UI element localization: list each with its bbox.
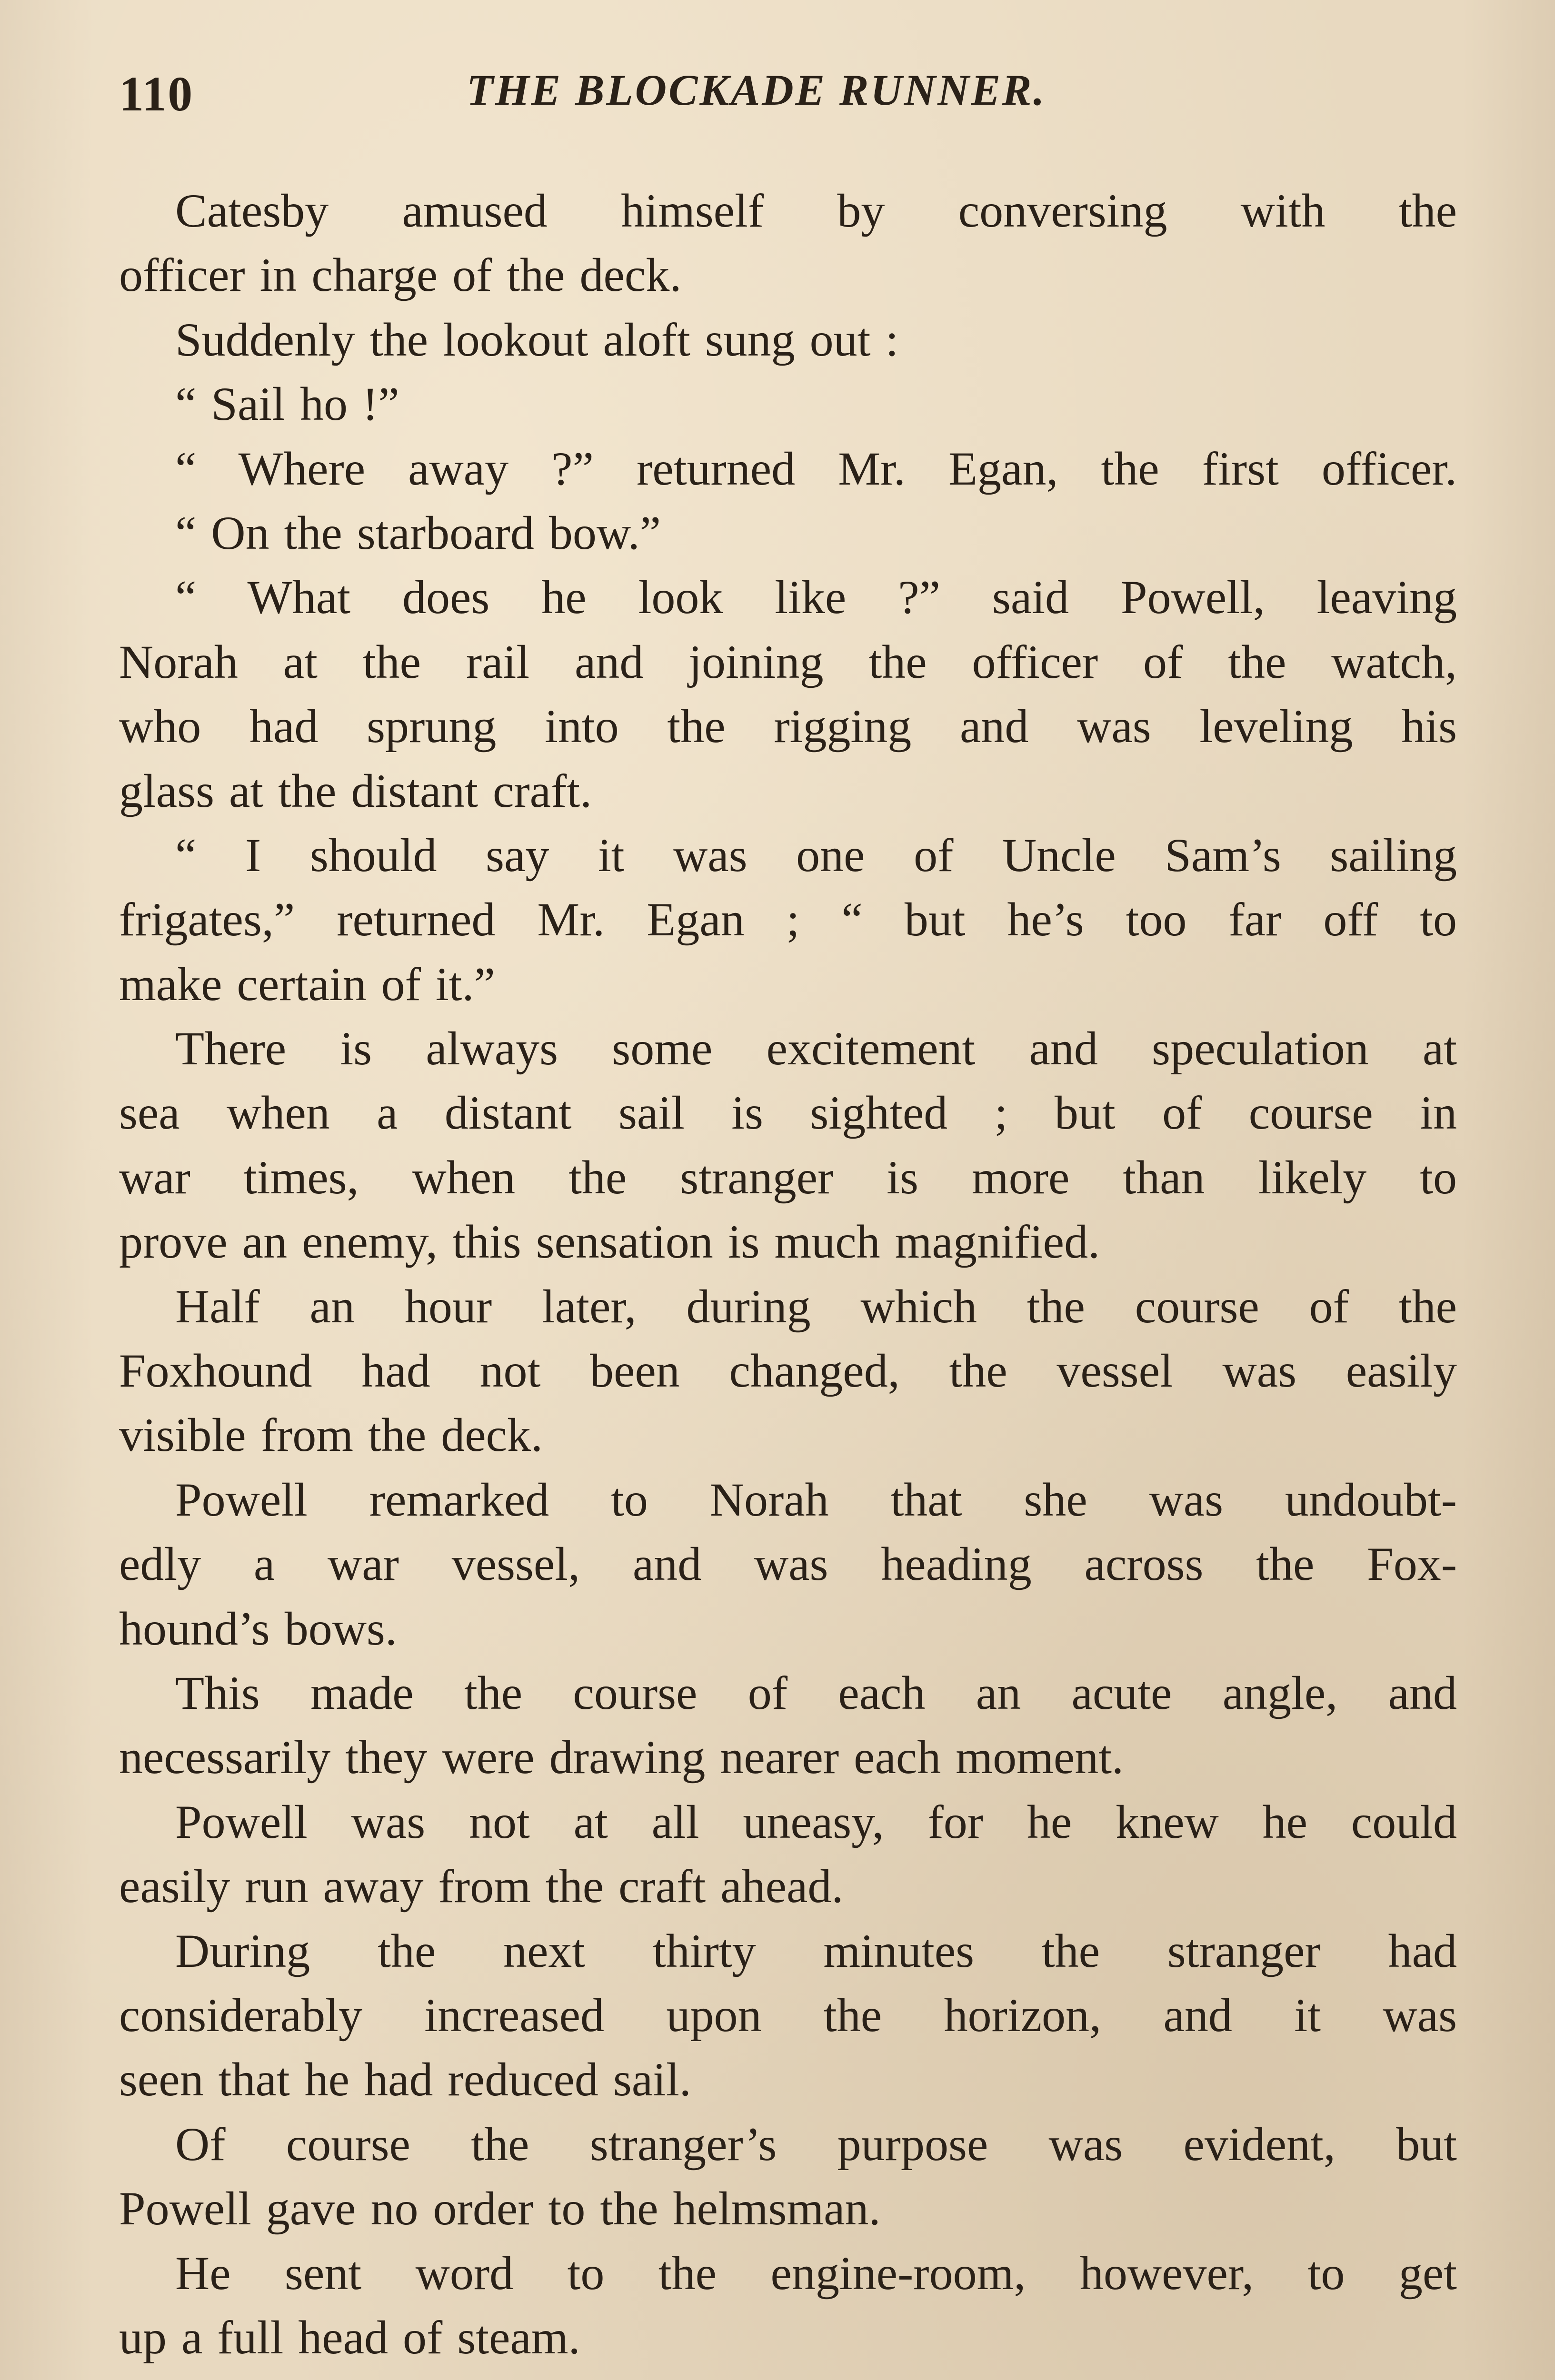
- text-line: This made the course of each an acute angle, and: [175, 1666, 1457, 1719]
- text-line: “ Sail ho !”: [175, 377, 399, 431]
- text-line: visible from the deck.: [119, 1408, 543, 1462]
- page-number: 110: [119, 67, 194, 121]
- text-line: Powell remarked to Norah that she was undoubt-: [175, 1473, 1457, 1526]
- text-line: necessarily they were drawing nearer each moment.: [119, 1731, 1124, 1784]
- text-line: “ I should say it was one of Uncle Sam’s sailing: [175, 828, 1457, 882]
- text-line: easily run away from the craft ahead.: [119, 1860, 844, 1913]
- text-line: Foxhound had not been changed, the vessel was easily: [119, 1344, 1457, 1398]
- text-line: prove an enemy, this sensation is much magnified.: [119, 1215, 1100, 1269]
- text-line: war times, when the stranger is more than likely to: [119, 1150, 1457, 1204]
- text-line: “ On the starboard bow.”: [175, 506, 661, 559]
- text-line: up a full head of steam.: [119, 2311, 580, 2364]
- text-line: hound’s bows.: [119, 1602, 397, 1655]
- text-line: frigates,” returned Mr. Egan ; “ but he’s too far off to: [119, 893, 1457, 946]
- text-line: officer in charge of the deck.: [119, 248, 682, 302]
- text-line: He sent word to the engine-room, however, to get: [175, 2246, 1457, 2300]
- text-line: Norah at the rail and joining the officer of the watch,: [119, 635, 1457, 688]
- text-line: Suddenly the lookout aloft sung out :: [175, 313, 899, 366]
- text-line: Powell gave no order to the helmsman.: [119, 2182, 881, 2235]
- text-line: Half an hour later, during which the course of the: [175, 1279, 1457, 1333]
- text-line: sea when a distant sail is sighted ; but of course in: [119, 1086, 1457, 1140]
- text-line: considerably increased upon the horizon, and it was: [119, 1988, 1457, 2042]
- text-line: Powell was not at all uneasy, for he knew he could: [175, 1795, 1457, 1848]
- text-line: Catesby amused himself by conversing with the: [175, 184, 1457, 237]
- text-line: who had sprung into the rigging and was leveling his: [119, 700, 1457, 753]
- text-line: “ Where away ?” returned Mr. Egan, the first officer.: [175, 442, 1457, 495]
- text-line: “ What does he look like ?” said Powell, leaving: [175, 571, 1457, 624]
- body-text: [119, 178, 1457, 2368]
- text-line: Of course the stranger’s purpose was evident, but: [175, 2117, 1457, 2171]
- text-line: make certain of it.”: [119, 957, 495, 1011]
- text-line: glass at the distant craft.: [119, 764, 592, 817]
- page-header: [119, 57, 1452, 124]
- text-line: edly a war vessel, and was heading across the Fox-: [119, 1537, 1457, 1591]
- text-line: seen that he had reduced sail.: [119, 2053, 691, 2106]
- text-line: During the next thirty minutes the stranger had: [175, 1924, 1457, 1977]
- running-head: THE BLOCKADE RUNNER.: [467, 66, 1047, 114]
- text-line: There is always some excitement and speculation at: [175, 1022, 1457, 1075]
